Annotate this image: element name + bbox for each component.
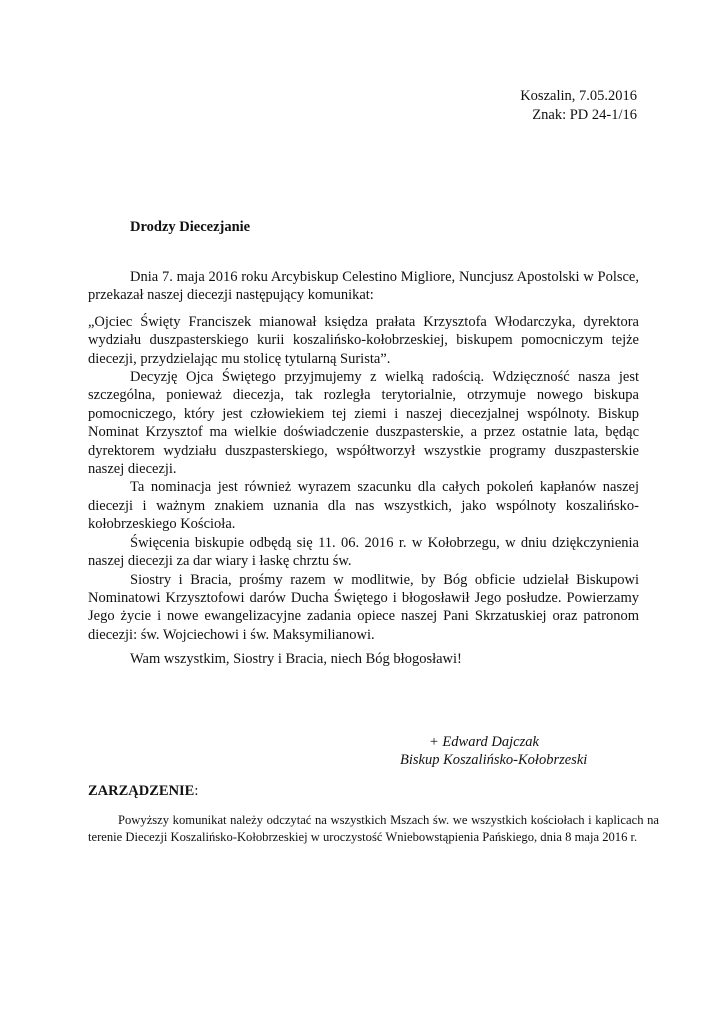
paragraph-nomination: Ta nominacja jest również wyrazem szacunku dla całych pokoleń kapłanów naszej diecezji i ważnym znakiem uznania dla nas wszystkich, jako wspólnoty koszalińsko-kołobrzeskiego Kościoła. [88,479,639,533]
closing-blessing: Wam wszystkim, Siostry i Bracia, niech Bóg błogosławi! [130,651,462,667]
paragraph-announcement: Dnia 7. maja 2016 roku Arcybiskup Celestino Migliore, Nuncjusz Apostolski w Polsce, przekazał naszej diecezji następujący komunikat: [88,269,639,304]
letter-header [520,87,637,125]
paragraph-ordination: Święcenia biskupie odbędą się 11. 06. 2016 r. w Kołobrzegu, w dniu dziękczynienia naszej diecezji za dar wiary i łaskę chrztu św. [88,534,639,570]
signature-title: Biskup Koszalińsko-Kołobrzeski [400,752,588,769]
paragraph-quote: „Ojciec Święty Franciszek mianował księdza prałata Krzysztofa Włodarczyka, dyrektora wydziału duszpasterskiego kurii koszalińsko-kołobrzeskiej, biskupem pomocniczym tejże diecezji, przydzielając mu stolicę tytularną Surista”. [88,313,639,367]
decree-title: ZARZĄDZENIE [88,783,195,799]
reference-number: Znak: PD 24-1/16 [532,107,637,123]
signature-block [400,733,596,770]
signature-name: + Edward Dajczak [429,734,539,750]
decree-colon: : [194,783,199,799]
greeting: Drodzy Diecezjanie [130,219,251,235]
paragraph-prayer: Siostry i Bracia, prośmy razem w modlitwie, by Bóg obficie udzielał Biskupowi Nominatowi Krzysztofowi darów Ducha Świętego i błogosławił Jego posłudze. Powierzamy Jego życie i nowe ewangelizacyjne zadania opiece naszej Pani Skrzatuskiej oraz patronom diecezji: św. Wojciechowi i św. Maksymilianowi. [88,571,639,643]
paragraph-decision: Decyzję Ojca Świętego przyjmujemy z wielką radością. Wdzięczność nasza jest szczególna, ponieważ diecezja, tak rozległa terytorialnie, otrzymuje nowego biskupa pomocniczego, który jest człowiekiem tej ziemi i naszej diecezjalnej wspólnoty. Biskup Nominat Krzysztof ma wielkie doświadczenie duszpasterskie, a przez ostatnie lata, będąc dyrektorem wydziału duszpasterskiego, współtworzył wszystkie programy duszpasterskie naszej diecezji. [88,369,639,478]
letter-body [88,268,639,644]
place-date: Koszalin, 7.05.2016 [520,88,637,104]
decree-heading [88,783,198,800]
decree-text: Powyższy komunikat należy odczytać na wszystkich Mszach św. we wszystkich kościołach i kaplicach na terenie Diecezji Koszalińsko-Kołobrzeskiej w uroczystość Wniebowstąpienia Pańskiego, dnia 8 maja 2016 r. [88,813,659,844]
